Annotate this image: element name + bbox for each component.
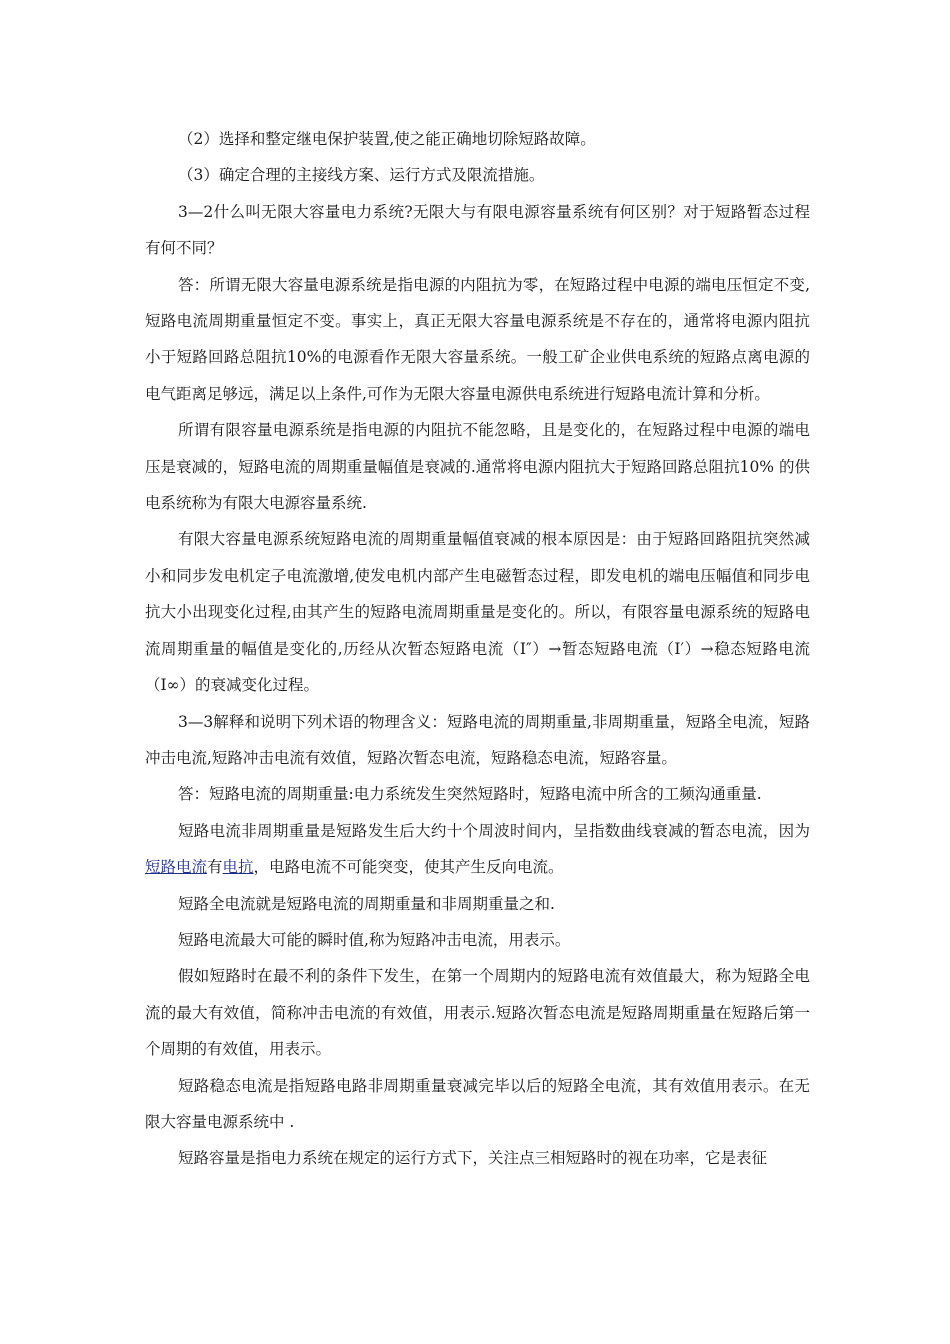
- reactance-link[interactable]: 电抗: [222, 858, 254, 877]
- paragraph-item-2: （2）选择和整定继电保护装置,使之能正确地切除短路故障。: [178, 130, 596, 148]
- answer-3-3-impulse-rms: 假如短路时在最不利的条件下发生，在第一个周期内的短路电流有效值最大，称为短路全电流的最大有效值，简称冲击电流的有效值，用表示.短路次暂态电流是短路周期重量在短路后第一个周期的有效值，用表示。: [145, 967, 810, 1059]
- answer-3-3-steady-current: 短路稳态电流是指短路电路非周期重量衰减完毕以后的短路全电流，其有效值用表示。在无限大容量电源系统中 .: [145, 1076, 810, 1131]
- answer-3-3-full-current: 短路全电流就是短路电流的周期重量和非周期重量之和.: [178, 894, 555, 913]
- answer-3-3-short-circuit-capacity: 短路容量是指电力系统在规定的运行方式下，关注点三相短路时的视在功率，它是表征: [178, 1149, 768, 1168]
- aperiodic-text-middle: 有: [207, 858, 223, 877]
- aperiodic-text-start: 短路电流非周期重量是短路发生后大约十个周波时间内，呈指数曲线衰减的暂态电流，因为: [178, 821, 810, 840]
- question-3-2: 3—2什么叫无限大容量电力系统?无限大与有限电源容量系统有何区别？对于短路暂态过程有何不同？: [145, 202, 810, 258]
- paragraph-item-3: （3）确定合理的主接线方案、运行方式及限流措施。: [178, 166, 545, 185]
- answer-3-2-finite-system: 所谓有限容量电源系统是指电源的内阻抗不能忽略，且是变化的，在短路过程中电源的端电压是衰减的，短路电流的周期重量幅值是衰减的.通常将电源内阻抗大于短路回路总阻抗10% 的供电系统称为有限大电源容量系统.: [145, 421, 810, 513]
- answer-3-3-impulse-current: 短路电流最大可能的瞬时值,称为短路冲击电流，用表示。: [178, 930, 571, 949]
- short-circuit-current-link[interactable]: 短路电流: [145, 858, 208, 877]
- document-body: [145, 121, 810, 1177]
- answer-3-2-decay-reason: 有限大容量电源系统短路电流的周期重量幅值衰减的根本原因是：由于短路回路阻抗突然减小和同步发电机定子电流激增,使发电机内部产生电磁暂态过程，即发电机的端电压幅值和同步电抗大小出现变化过程,由其产生的短路电流周期重量是变化的。所以，有限容量电源系统的短路电流周期重量的幅值是变化的,历经从次暂态短路电流（I″）→暂态短路电流（I′）→稳态短路电流（I∞）的衰减变化过程。: [145, 530, 810, 695]
- answer-3-3-periodic-component: 答：短路电流的周期重量:电力系统发生突然短路时，短路电流中所含的工频沟通重量.: [178, 785, 762, 804]
- aperiodic-text-end: ，电路电流不可能突变，使其产生反向电流。: [253, 858, 564, 877]
- answer-3-3-aperiodic-component: [145, 813, 810, 886]
- question-3-3: 3—3解释和说明下列术语的物理含义：短路电流的周期重量,非周期重量，短路全电流，短路冲击电流,短路冲击电流有效值，短路次暂态电流，短路稳态电流，短路容量。: [145, 712, 810, 767]
- answer-3-2-infinite-system: 答：所谓无限大容量电源系统是指电源的内阻抗为零，在短路过程中电源的端电压恒定不变,短路电流周期重量恒定不变。事实上，真正无限大容量电源系统是不存在的，通常将电源内阻抗小于短路回路总阻抗10%的电源看作无限大容量系统。一般工矿企业供电系统的短路点离电源的电气距离足够远，满足以上条件,可作为无限大容量电源供电系统进行短路电流计算和分析。: [145, 275, 810, 403]
